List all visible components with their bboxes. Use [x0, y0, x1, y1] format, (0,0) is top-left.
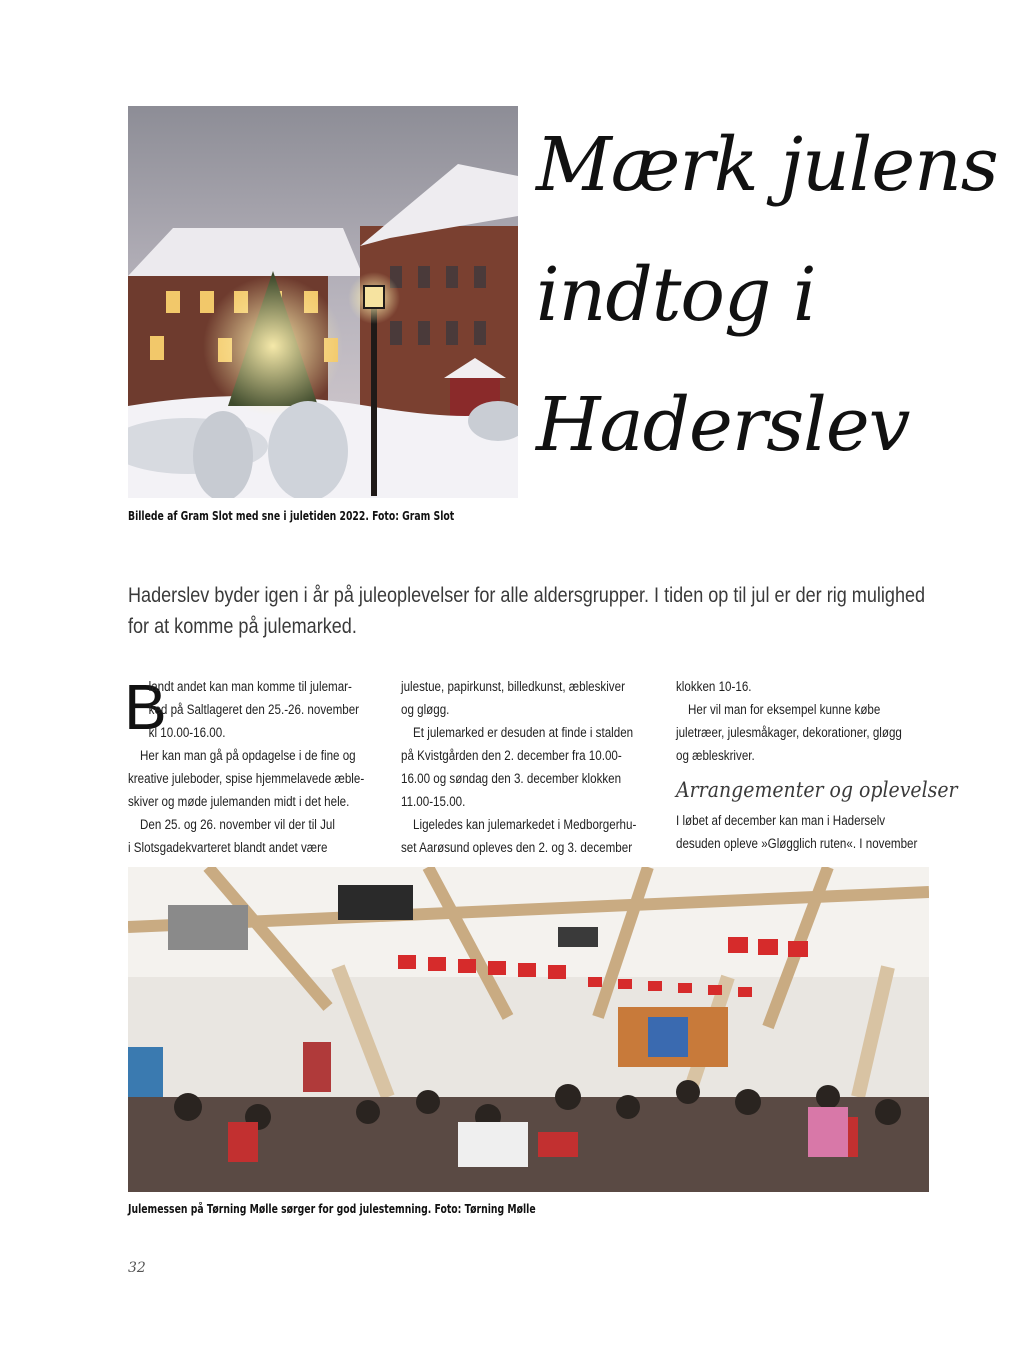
body-line: i Slotsgadekvarteret blandt andet være [128, 840, 328, 855]
castle-photo-illustration [128, 106, 518, 498]
body-line: Ligeledes kan julemarkedet i Medborgerhu- [413, 817, 637, 832]
body-line: kl 10.00-16.00. [148, 725, 226, 740]
body-line: ked på Saltlageret den 25.-26. november [148, 702, 360, 717]
article-title [536, 100, 998, 490]
market-photo [128, 867, 929, 1192]
body-column-3 [676, 675, 958, 855]
body-line: desuden opleve »Gløgglich ruten«. I november [676, 836, 918, 851]
body-line: Her vil man for eksempel kunne købe [688, 702, 881, 717]
body-line: klokken 10-16. [676, 679, 752, 694]
market-photo-illustration [128, 867, 929, 1192]
body-line: kreative juleboder, spise hjemmelavede æble- [128, 771, 365, 786]
body-line: landt andet kan man komme til julemar- [148, 679, 352, 694]
body-line: og æbleskriver. [676, 748, 755, 763]
article-title-line-3: Haderslev [536, 382, 910, 468]
body-line: juletræer, julesmåkager, dekorationer, gløgg [676, 725, 902, 740]
lead-line-1: Haderslev byder igen i år på juleoplevelser for alle aldersgrupper. I tiden op til jul er der rig mulighed [128, 584, 926, 607]
drop-cap: B [124, 671, 167, 743]
article-title-line-2: indtog i [536, 252, 816, 338]
body-line: på Kvistgården den 2. december fra 10.00- [401, 748, 622, 763]
section-subheading: Arrangementer og oplevelser [676, 778, 958, 802]
lead-paragraph [128, 580, 928, 642]
body-column-1 [124, 671, 378, 859]
body-line: Den 25. og 26. november vil der til Jul [140, 817, 335, 832]
page-number: 32 [128, 1260, 146, 1276]
body-line: 11.00-15.00. [401, 794, 466, 809]
body-line: Her kan man gå på opdagelse i de fine og [140, 748, 356, 763]
body-line: julestue, papirkunst, billedkunst, æbleskiver [401, 679, 625, 694]
body-line: I løbet af december kan man i Haderselv [676, 813, 886, 828]
body-line: set Aarøsund opleves den 2. og 3. december [401, 840, 633, 855]
article-title-line-1: Mærk julens [536, 122, 998, 208]
lead-line-2: for at komme på julemarked. [128, 615, 357, 638]
body-column-2 [401, 675, 651, 859]
castle-photo-caption: Billede af Gram Slot med sne i juletiden 2022. Foto: Gram Slot [128, 509, 455, 523]
body-line: Et julemarked er desuden at finde i stalden [413, 725, 634, 740]
body-line: skiver og møde julemanden midt i det hele. [128, 794, 350, 809]
castle-photo [128, 106, 518, 498]
market-photo-caption: Julemessen på Tørning Mølle sørger for god julestemning. Foto: Tørning Mølle [128, 1202, 536, 1216]
body-line: 16.00 og søndag den 3. december klokken [401, 771, 622, 786]
body-line: og gløgg. [401, 702, 450, 717]
